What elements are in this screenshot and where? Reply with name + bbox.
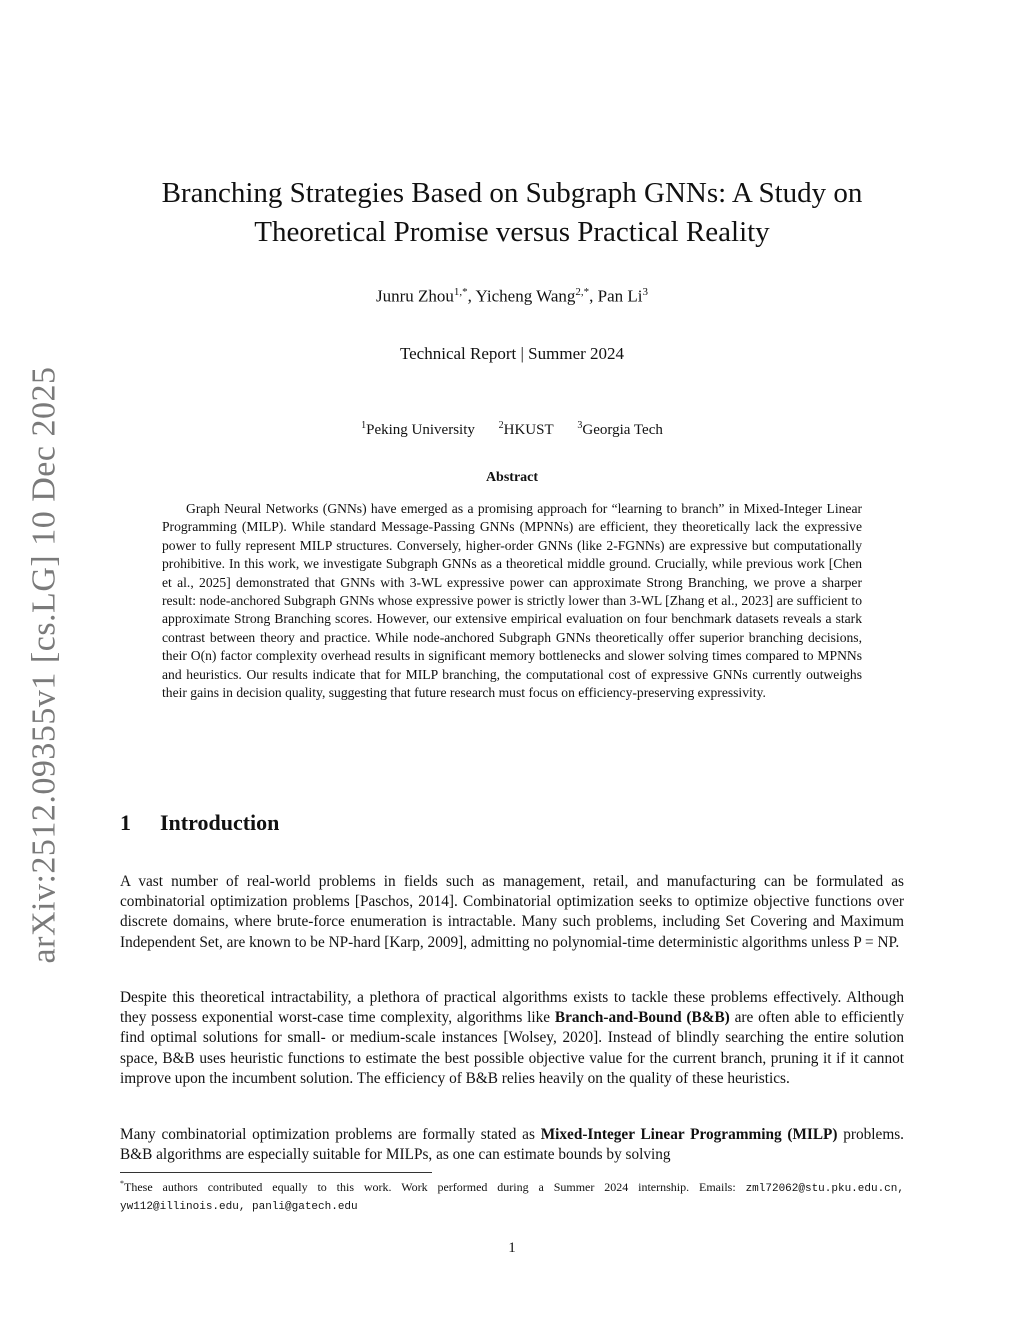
author-name: Pan Li [597, 286, 643, 306]
intro-paragraph-3: Many combinatorial optimization problems are formally stated as Mixed-Integer Linear Programming (MILP) problems. B&B algorithms are especially suitable for MILPs, as one can estimate bounds by solving [120, 1126, 904, 1164]
abstract-heading: Abstract [485, 470, 539, 485]
author-name: Yicheng Wang [475, 286, 576, 306]
paper-title [120, 174, 904, 252]
affiliation: $^3$Georgia Tech [577, 420, 663, 438]
author-name: Junru Zhou [376, 286, 454, 306]
report-line: Technical Report | Summer 2024 [399, 344, 625, 363]
section-heading-introduction [120, 810, 279, 836]
arxiv-identifier-stamp [12, 366, 76, 964]
author-list: Junru Zhou$^{1,*}$, Yicheng Wang$^{2,*}$, Pan Li$^3$ [376, 286, 648, 306]
section-title: Introduction [160, 810, 280, 835]
footnote [120, 1176, 904, 1215]
footnote-mark: * [120, 1179, 124, 1188]
affiliation: $^2$HKUST [498, 420, 554, 438]
affiliation: $^1$Peking University [361, 420, 475, 438]
arxiv-id-text: arXiv:2512.09355v1 [cs.LG] 10 Dec 2025 [25, 366, 63, 964]
footnote-divider [120, 1172, 432, 1173]
page-number: 1 [508, 1240, 516, 1256]
footnote-emails: zml72062@stu.pku.edu.cn, yw112@illinois.edu, panli@gatech.edu [120, 1183, 904, 1213]
term-branch-and-bound: Branch-and-Bound (B&B) [554, 1009, 730, 1027]
title-line-1: Branching Strategies Based on Subgraph GNNs: A Study on [161, 177, 863, 209]
author-mark: 3 [642, 286, 648, 298]
affiliation-list [120, 420, 904, 439]
intro-paragraph-1: A vast number of real-world problems in fields such as management, retail, and manufacturing can be formulated as combinatorial optimization problems [Paschos, 2014]. Combinatorial optimization seeks to optimize objective functions over discrete domains, where brute-force enumeration is intractable. Many such problems, including Set Covering and Maximum Independent Set, are known to be NP-hard [Karp, 2009], admitting no polynomial-time deterministic algorithms unless P = NP. [120, 873, 904, 951]
intro-paragraph-2: Despite this theoretical intractability, a plethora of practical algorithms exists to tackle these problems effectively. Although they possess exponential worst-case time complexity, algorithms like Branch-and-Bound (B&B) are often able to efficiently find optimal solutions for small- or medium-scale instances [Wolsey, 2020]. Instead of blindly searching the entire solution space, B&B uses heuristic functions to estimate the best possible objective value for the current branch, pruning it if it cannot improve upon the incumbent solution. The efficiency of B&B relies heavily on the quality of these heuristics. [120, 989, 904, 1087]
author-mark: 2,* [575, 286, 590, 298]
abstract-text: Graph Neural Networks (GNNs) have emerged as a promising approach for “learning to branch” in Mixed-Integer Linear Programming (MILP). While standard Message-Passing GNNs (MPNNs) are efficient, they theoretically lack the expressive power to fully represent MILP structures. Conversely, higher-order GNNs (like 2-FGNNs) are expressive but computationally prohibitive. In this work, we investigate Subgraph GNNs as a theoretical middle ground. Crucially, while previous work [Chen et al., 2025] demonstrated that GNNs with 3-WL expressive power can approximate Strong Branching, we prove a sharper result: node-anchored Subgraph GNNs whose expressive power is strictly lower than 3-WL [Zhang et al., 2023] are sufficient to approximate Strong Branching scores. However, our extensive empirical evaluation on four benchmark datasets reveals a stark contrast between theory and practice. While node-anchored Subgraph GNNs theoretically offer superior branching decisions, their O(n) factor complexity overhead results in significant memory bottlenecks and slower solving times compared to MPNNs and heuristics. Our results indicate that for MILP branching, the computational cost of expressive GNNs currently outweighs their gains in decision quality, suggesting that future research must focus on efficiency-preserving expressivity. [162, 501, 862, 701]
title-line-2: Theoretical Promise versus Practical Reality [254, 216, 770, 248]
section-number: 1 [120, 810, 131, 835]
term-milp: Mixed-Integer Linear Programming (MILP) [540, 1126, 838, 1143]
author-mark: 1,* [453, 286, 468, 298]
footnote-text: These authors contributed equally to this work. Work performed during a Summer 2024 internship. Emails: [124, 1180, 746, 1194]
